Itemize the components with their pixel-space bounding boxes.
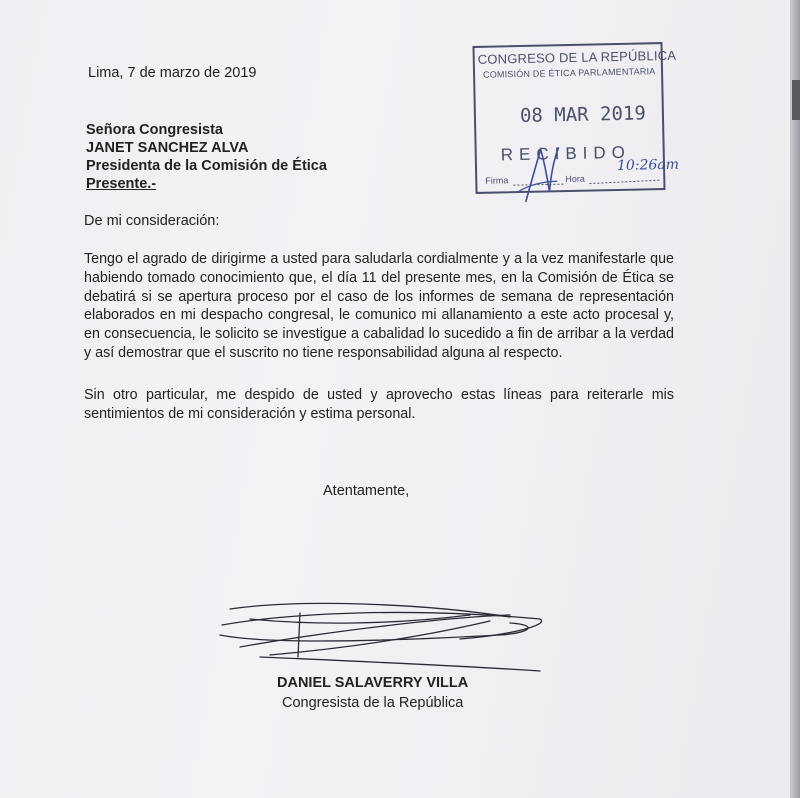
recipient-title: Señora Congresista <box>86 122 223 138</box>
stamp-line-2: COMISIÓN DE ÉTICA PARLAMENTARIA <box>482 66 656 80</box>
body-paragraph-2: Sin otro particular, me despido de usted y aprovecho estas líneas para reiterarle mis sentimientos de mi consideración y estima personal. <box>84 387 674 422</box>
body-paragraph-1: Tengo el agrado de dirigirme a usted para saludarla cordialmente y a la vez manifestarle que habiendo tomado conocimiento que, el día 11 del presente mes, en la Comisión de Ética se debatirá si se apertura proceso por el caso de los informes de semana de representación elaborados en mi despacho congresal, le comunico mi allanamiento a este acto procesal y, en consecuencia, le solicito se investigue a cabalidad lo sucedido a fin de arribar a la verdad y así demostrar que el suscrito no tiene responsabilidad alguna al respecto. <box>84 251 674 361</box>
signer-name: DANIEL SALAVERRY VILLA <box>277 675 469 691</box>
page-edge-shadow <box>792 80 800 120</box>
closing: Atentamente, <box>323 483 410 499</box>
stamp-received: RECIBIDO <box>500 142 632 165</box>
stamp-hora-label: Hora <box>565 173 585 185</box>
stamp-line-1: CONGRESO DE LA REPÚBLICA <box>477 47 677 67</box>
stamp-initials-scribble <box>506 141 567 212</box>
signature-scribble <box>210 595 560 680</box>
signer-role: Congresista de la República <box>282 695 464 711</box>
date-line: Lima, 7 de marzo de 2019 <box>88 65 257 81</box>
salutation: De mi consideración: <box>84 213 220 229</box>
recipient-presente: Presente.- <box>86 176 157 192</box>
recipient-role: Presidenta de la Comisión de Ética <box>86 158 327 174</box>
stamp-firma-label: Firma <box>485 175 509 186</box>
stamp-dotted-lines <box>475 44 668 196</box>
recipient-name: JANET SANCHEZ ALVA <box>86 140 249 156</box>
stamp-date: 08 MAR 2019 <box>519 102 646 128</box>
stamp-hora-value: 10:26am <box>616 156 680 175</box>
reception-stamp <box>472 42 680 194</box>
